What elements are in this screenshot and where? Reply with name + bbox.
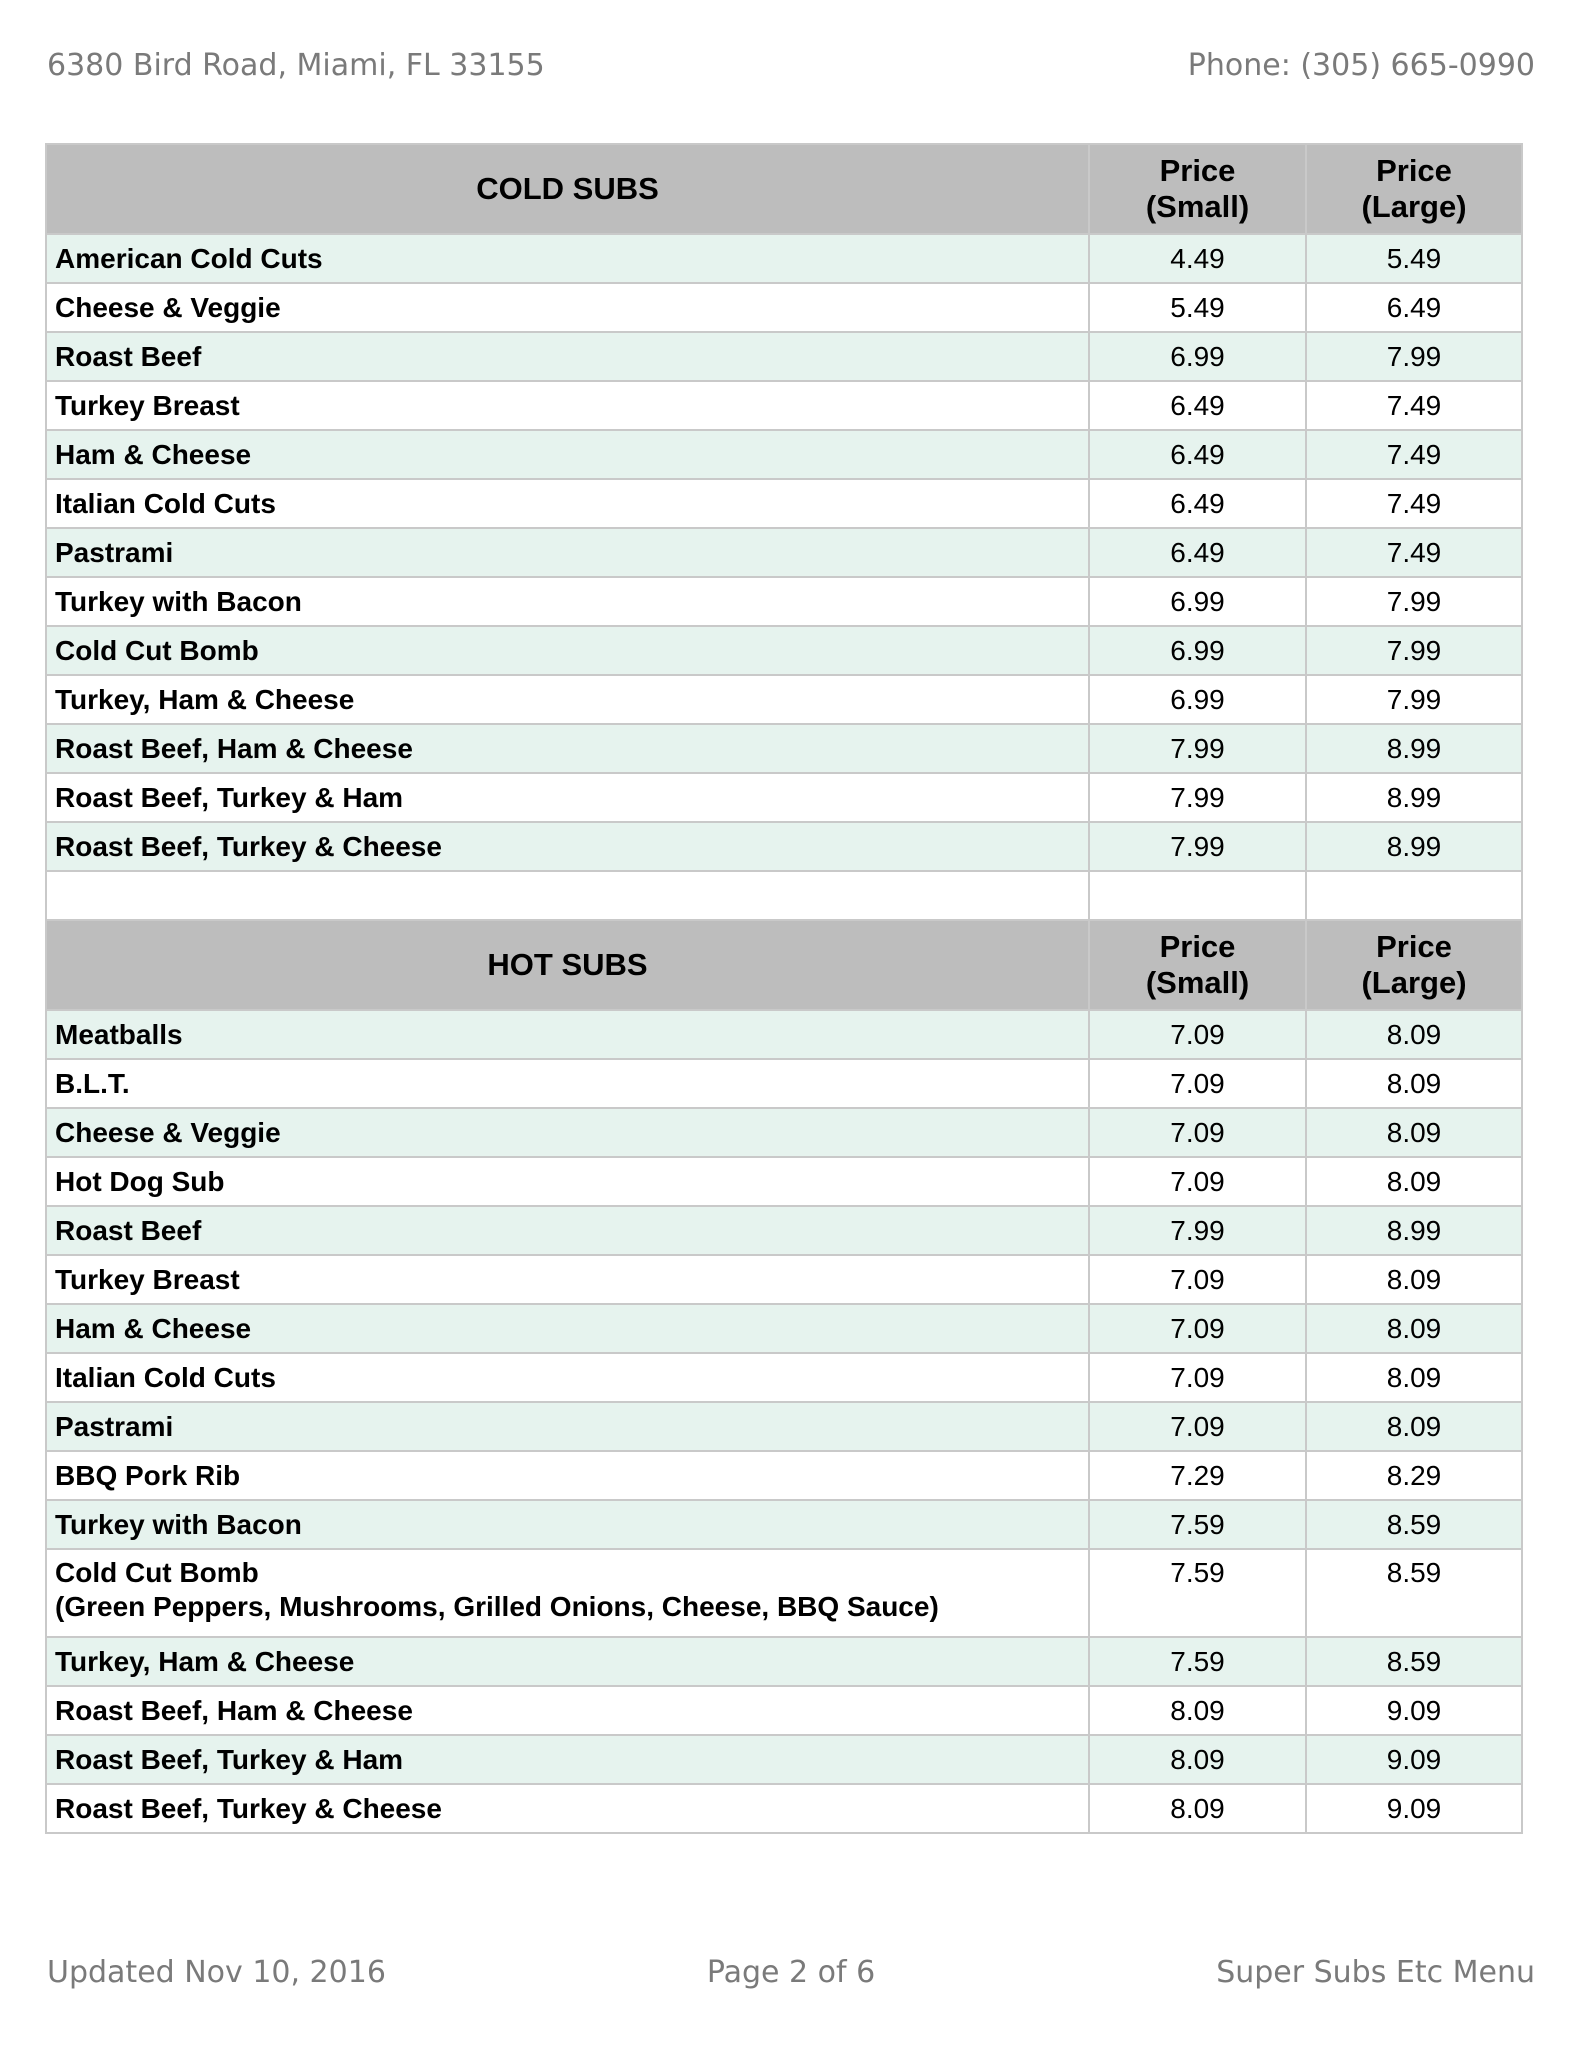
price-large: 8.09 bbox=[1306, 1059, 1522, 1108]
phone-number: Phone: (305) 665-0990 bbox=[1187, 48, 1535, 83]
item-name bbox=[46, 381, 1089, 430]
price-header-size: (Large) bbox=[1361, 965, 1467, 1000]
item-name bbox=[46, 479, 1089, 528]
item-name-text: Pastrami bbox=[55, 536, 174, 568]
price-large: 5.49 bbox=[1306, 234, 1522, 283]
item-name-text: Cheese & Veggie bbox=[55, 291, 281, 323]
item-name bbox=[46, 1784, 1089, 1833]
spacer-row bbox=[46, 871, 1522, 920]
price-large: 8.29 bbox=[1306, 1451, 1522, 1500]
item-name bbox=[46, 332, 1089, 381]
item-name-text: Roast Beef, Turkey & Cheese bbox=[55, 830, 442, 862]
item-name-text: Roast Beef bbox=[55, 340, 202, 372]
item-name bbox=[46, 1059, 1089, 1108]
cold-sub-item-row bbox=[46, 675, 1522, 724]
item-name-text: Cold Cut Bomb bbox=[55, 634, 259, 666]
hot-subs-price-large-header bbox=[1306, 920, 1522, 1010]
price-small: 8.09 bbox=[1089, 1686, 1306, 1735]
cold-sub-item-row bbox=[46, 332, 1522, 381]
price-small: 7.09 bbox=[1089, 1108, 1306, 1157]
item-name bbox=[46, 773, 1089, 822]
item-name bbox=[46, 1157, 1089, 1206]
hot-sub-item-row bbox=[46, 1637, 1522, 1686]
hot-sub-item-row bbox=[46, 1549, 1522, 1637]
item-name-text: Pastrami bbox=[55, 1410, 174, 1442]
item-name-text: B.L.T. bbox=[55, 1067, 130, 1099]
price-large: 9.09 bbox=[1306, 1686, 1522, 1735]
price-small: 6.49 bbox=[1089, 528, 1306, 577]
item-name bbox=[46, 1500, 1089, 1549]
cold-subs-header-row bbox=[46, 144, 1522, 234]
hot-sub-item-row bbox=[46, 1402, 1522, 1451]
hot-subs-list bbox=[46, 1010, 1522, 1833]
price-header-line: Price bbox=[1159, 153, 1236, 188]
cold-sub-item-row bbox=[46, 822, 1522, 871]
item-name-text: Italian Cold Cuts bbox=[55, 487, 276, 519]
cold-sub-item-row bbox=[46, 283, 1522, 332]
price-small: 7.09 bbox=[1089, 1010, 1306, 1059]
item-name bbox=[46, 1735, 1089, 1784]
item-name-text: Roast Beef bbox=[55, 1214, 202, 1246]
hot-sub-item-row bbox=[46, 1500, 1522, 1549]
menu-table bbox=[45, 143, 1523, 1834]
item-name bbox=[46, 1206, 1089, 1255]
item-name bbox=[46, 1304, 1089, 1353]
hot-sub-item-row bbox=[46, 1304, 1522, 1353]
cold-subs-price-large-header bbox=[1306, 144, 1522, 234]
price-large: 7.99 bbox=[1306, 626, 1522, 675]
cold-sub-item-row bbox=[46, 724, 1522, 773]
hot-sub-item-row bbox=[46, 1157, 1522, 1206]
item-name bbox=[46, 1255, 1089, 1304]
price-large: 9.09 bbox=[1306, 1784, 1522, 1833]
item-name-text: Cold Cut Bomb bbox=[55, 1557, 259, 1588]
price-large: 7.49 bbox=[1306, 528, 1522, 577]
price-small: 6.49 bbox=[1089, 430, 1306, 479]
price-header-size: (Small) bbox=[1145, 189, 1250, 224]
price-large: 8.99 bbox=[1306, 773, 1522, 822]
price-small: 7.59 bbox=[1089, 1549, 1306, 1637]
cold-subs-price-small-header bbox=[1089, 144, 1306, 234]
hot-subs-title: HOT SUBS bbox=[46, 920, 1089, 1010]
item-name bbox=[46, 1549, 1089, 1637]
price-large: 7.99 bbox=[1306, 577, 1522, 626]
price-small: 7.09 bbox=[1089, 1402, 1306, 1451]
updated-date: Updated Nov 10, 2016 bbox=[47, 1955, 386, 1990]
price-large: 6.49 bbox=[1306, 283, 1522, 332]
item-name bbox=[46, 283, 1089, 332]
price-large: 8.99 bbox=[1306, 1206, 1522, 1255]
item-name-text: BBQ Pork Rib bbox=[55, 1459, 241, 1491]
price-small: 7.09 bbox=[1089, 1255, 1306, 1304]
item-name bbox=[46, 675, 1089, 724]
item-name bbox=[46, 1108, 1089, 1157]
hot-sub-item-row bbox=[46, 1059, 1522, 1108]
price-large: 8.09 bbox=[1306, 1255, 1522, 1304]
item-name-text: Ham & Cheese bbox=[55, 438, 252, 470]
hot-sub-item-row bbox=[46, 1735, 1522, 1784]
cold-sub-item-row bbox=[46, 626, 1522, 675]
item-note: (Green Peppers, Mushrooms, Grilled Onions, Cheese, BBQ Sauce) bbox=[55, 1591, 939, 1622]
item-name-text: Turkey with Bacon bbox=[55, 585, 302, 617]
price-large: 8.59 bbox=[1306, 1500, 1522, 1549]
cold-sub-item-row bbox=[46, 773, 1522, 822]
item-name-text: Roast Beef, Ham & Cheese bbox=[55, 1694, 413, 1726]
cold-sub-item-row bbox=[46, 381, 1522, 430]
spacer-cell bbox=[1306, 871, 1522, 920]
price-small: 6.99 bbox=[1089, 332, 1306, 381]
price-small: 6.49 bbox=[1089, 381, 1306, 430]
item-name bbox=[46, 626, 1089, 675]
price-small: 7.99 bbox=[1089, 724, 1306, 773]
item-name bbox=[46, 1637, 1089, 1686]
price-small: 7.59 bbox=[1089, 1637, 1306, 1686]
price-large: 8.59 bbox=[1306, 1637, 1522, 1686]
spacer-cell bbox=[46, 871, 1089, 920]
cold-sub-item-row bbox=[46, 430, 1522, 479]
price-large: 7.99 bbox=[1306, 332, 1522, 381]
price-large: 9.09 bbox=[1306, 1735, 1522, 1784]
price-small: 8.09 bbox=[1089, 1784, 1306, 1833]
hot-sub-item-row bbox=[46, 1206, 1522, 1255]
hot-sub-item-row bbox=[46, 1686, 1522, 1735]
menu-title: Super Subs Etc Menu bbox=[1216, 1955, 1535, 1990]
hot-sub-item-row bbox=[46, 1108, 1522, 1157]
item-name-text: Ham & Cheese bbox=[55, 1312, 252, 1344]
page-number: Page 2 of 6 bbox=[706, 1955, 876, 1990]
hot-sub-item-row bbox=[46, 1255, 1522, 1304]
item-name-text: Cheese & Veggie bbox=[55, 1116, 281, 1148]
price-small: 7.59 bbox=[1089, 1500, 1306, 1549]
price-large: 8.09 bbox=[1306, 1402, 1522, 1451]
price-header-line: Price bbox=[1376, 153, 1452, 188]
price-small: 7.99 bbox=[1089, 822, 1306, 871]
cold-subs-title: COLD SUBS bbox=[46, 144, 1089, 234]
price-small: 7.09 bbox=[1089, 1059, 1306, 1108]
cold-sub-item-row bbox=[46, 479, 1522, 528]
item-name bbox=[46, 1010, 1089, 1059]
item-name-text: Italian Cold Cuts bbox=[55, 1361, 276, 1393]
price-large: 8.59 bbox=[1306, 1549, 1522, 1637]
item-name bbox=[46, 234, 1089, 283]
item-name-text: Roast Beef, Turkey & Cheese bbox=[55, 1792, 442, 1824]
price-large: 8.09 bbox=[1306, 1157, 1522, 1206]
item-name bbox=[46, 1451, 1089, 1500]
hot-subs-header-row bbox=[46, 920, 1522, 1010]
price-large: 8.09 bbox=[1306, 1010, 1522, 1059]
price-small: 7.09 bbox=[1089, 1353, 1306, 1402]
price-small: 6.99 bbox=[1089, 675, 1306, 724]
hot-sub-item-row bbox=[46, 1784, 1522, 1833]
cold-subs-list bbox=[46, 234, 1522, 871]
price-small: 6.99 bbox=[1089, 626, 1306, 675]
price-large: 7.49 bbox=[1306, 381, 1522, 430]
item-name-text: Turkey with Bacon bbox=[55, 1508, 302, 1540]
item-name-text: Meatballs bbox=[55, 1018, 183, 1050]
item-name bbox=[46, 1353, 1089, 1402]
price-large: 8.09 bbox=[1306, 1304, 1522, 1353]
address: 6380 Bird Road, Miami, FL 33155 bbox=[47, 48, 545, 83]
item-name-text: American Cold Cuts bbox=[55, 242, 323, 274]
hot-subs-price-small-header bbox=[1089, 920, 1306, 1010]
price-header-line: Price bbox=[1159, 929, 1236, 964]
item-name bbox=[46, 430, 1089, 479]
price-header-size: (Small) bbox=[1145, 965, 1250, 1000]
price-header-line: Price bbox=[1376, 929, 1452, 964]
price-header-size: (Large) bbox=[1361, 189, 1467, 224]
item-name-text: Turkey Breast bbox=[55, 1263, 240, 1295]
price-small: 7.09 bbox=[1089, 1157, 1306, 1206]
price-large: 7.49 bbox=[1306, 430, 1522, 479]
item-name bbox=[46, 528, 1089, 577]
spacer-cell bbox=[1089, 871, 1306, 920]
price-small: 6.49 bbox=[1089, 479, 1306, 528]
item-name bbox=[46, 1402, 1089, 1451]
item-name-text: Turkey, Ham & Cheese bbox=[55, 1645, 355, 1677]
item-name bbox=[46, 724, 1089, 773]
price-large: 7.99 bbox=[1306, 675, 1522, 724]
price-small: 4.49 bbox=[1089, 234, 1306, 283]
price-small: 7.09 bbox=[1089, 1304, 1306, 1353]
item-name-text: Hot Dog Sub bbox=[55, 1165, 225, 1197]
hot-sub-item-row bbox=[46, 1010, 1522, 1059]
price-large: 8.09 bbox=[1306, 1353, 1522, 1402]
price-small: 6.99 bbox=[1089, 577, 1306, 626]
cold-sub-item-row bbox=[46, 234, 1522, 283]
price-large: 7.49 bbox=[1306, 479, 1522, 528]
cold-sub-item-row bbox=[46, 528, 1522, 577]
price-large: 8.99 bbox=[1306, 724, 1522, 773]
hot-sub-item-row bbox=[46, 1451, 1522, 1500]
item-name-text: Turkey, Ham & Cheese bbox=[55, 683, 355, 715]
item-name-text: Roast Beef, Turkey & Ham bbox=[55, 781, 404, 813]
item-name bbox=[46, 577, 1089, 626]
price-small: 7.99 bbox=[1089, 1206, 1306, 1255]
price-small: 5.49 bbox=[1089, 283, 1306, 332]
item-name-text: Turkey Breast bbox=[55, 389, 240, 421]
item-name-text: Roast Beef, Ham & Cheese bbox=[55, 732, 413, 764]
cold-sub-item-row bbox=[46, 577, 1522, 626]
price-small: 7.29 bbox=[1089, 1451, 1306, 1500]
price-large: 8.09 bbox=[1306, 1108, 1522, 1157]
price-large: 8.99 bbox=[1306, 822, 1522, 871]
hot-sub-item-row bbox=[46, 1353, 1522, 1402]
price-small: 8.09 bbox=[1089, 1735, 1306, 1784]
price-small: 7.99 bbox=[1089, 773, 1306, 822]
item-name bbox=[46, 1686, 1089, 1735]
item-name-text: Roast Beef, Turkey & Ham bbox=[55, 1743, 404, 1775]
item-name bbox=[46, 822, 1089, 871]
